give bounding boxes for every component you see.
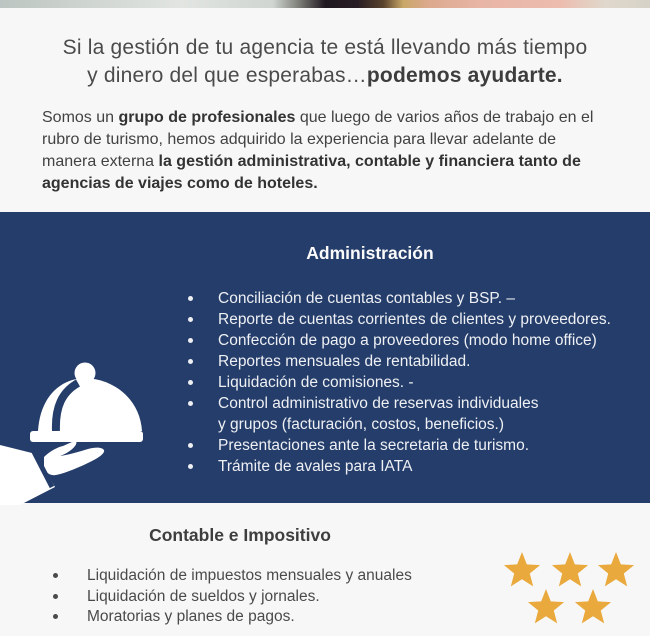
contable-list [87,566,412,628]
list-item: Reporte de cuentas corrientes de clientes y proveedores. [187,309,650,330]
administracion-section [0,212,650,503]
page-title-line2: y dinero del que esperabas… [87,64,367,87]
contable-title: Contable e Impositivo [149,525,331,545]
rating-stars [487,550,637,631]
intro-paragraph [42,107,608,195]
list-item: Confección de pago a proveedores (modo home office) [187,330,650,351]
star-icon [598,552,634,586]
intro-paragraph-bold2: la gestión administrativa, contable y financiera tanto de agencias de viajes como de hoteles. [42,153,581,192]
contable-section [0,503,650,628]
intro-paragraph-part1: Somos un [42,109,119,126]
list-item: Control administrativo de reservas individuales [187,393,650,414]
star-icon [575,589,611,623]
administracion-list [187,288,650,477]
list-item: Liquidación de comisiones. - [187,372,650,393]
list-item: Liquidación de sueldos y jornales. [87,587,412,608]
room-service-hand-tray-icon [0,355,150,505]
page-title-line2-bold: podemos ayudarte. [366,64,563,87]
list-item: Presentaciones ante la secretaria de turismo. [187,435,650,456]
list-item: Trámite de avales para IATA [187,456,650,477]
star-icon [528,589,564,623]
page-title-line1: Si la gestión de tu agencia te está llevando más tiempo [62,36,588,59]
list-item-continuation: y grupos (facturación, costos, beneficios.) [218,416,505,433]
intro-section [0,8,650,195]
intro-paragraph-bold1: grupo de profesionales [118,109,296,126]
star-icon [552,552,588,586]
list-item: Conciliación de cuentas contables y BSP. – [187,288,650,309]
administracion-title: Administración [306,243,434,263]
intro-paragraph-part3: que luego de varios años de trabajo en el rubro de turismo, hemos adquirido la experiencia para llevar adelante de manera externa [42,109,594,170]
list-item: Reportes mensuales de rentabilidad. [187,351,650,372]
star-icon [504,552,540,586]
list-item: Moratorias y planes de pagos. [87,607,412,628]
hero-photo-strip [0,0,650,8]
page-title [42,34,608,90]
list-item: Liquidación de impuestos mensuales y anuales [87,566,412,587]
